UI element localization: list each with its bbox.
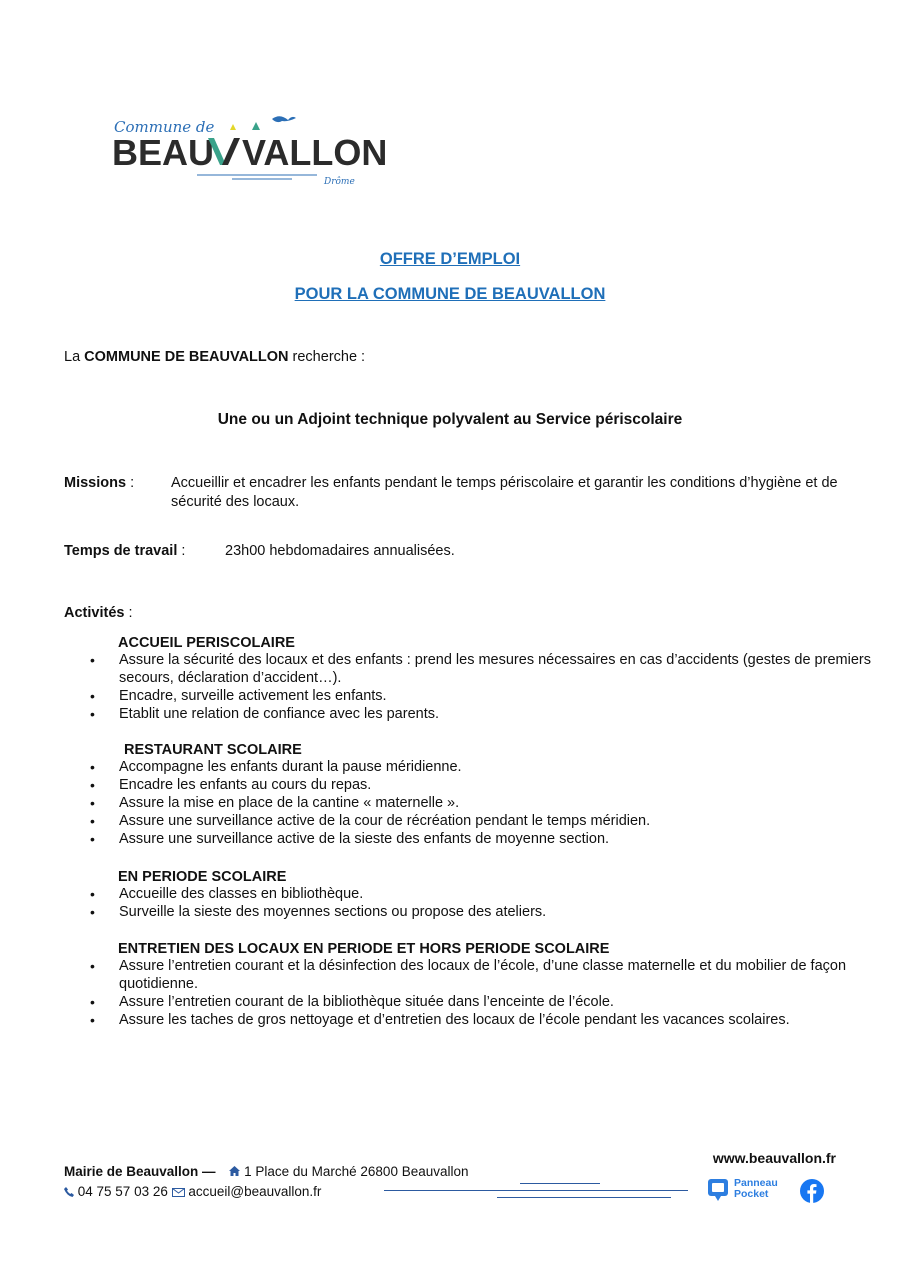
- temps-text: 23h00 hebdomadaires annualisées.: [225, 543, 455, 559]
- list-item: • Etablit une relation de confiance avec les parents.: [64, 706, 899, 724]
- section-title: EN PERIODE SCOLAIRE: [118, 869, 287, 885]
- logo-name-part2: VALLON: [242, 132, 388, 173]
- activity-list: [64, 759, 899, 849]
- list-item: • Assure la sécurité des locaux et des enfants : prend les mesures nécessaires en cas d’accidents (gestes de premiers secours, déclaration d’accident…).: [64, 652, 899, 687]
- logo-v-right: [222, 138, 240, 165]
- temps-colon: :: [177, 543, 186, 559]
- list-item: • Encadre, surveille activement les enfants.: [64, 688, 899, 706]
- section-title: ACCUEIL PERISCOLAIRE: [118, 635, 295, 651]
- panneau-pocket-logo[interactable]: [707, 1177, 797, 1205]
- footer-line-address: [64, 1162, 469, 1182]
- offer-subtitle: POUR LA COMMUNE DE BEAUVALLON: [294, 285, 606, 303]
- missions-label-text: Missions: [64, 475, 127, 491]
- bird-blue-icon: [272, 116, 296, 122]
- list-item: • Assure l’entretien courant de la bibliothèque située dans l’enceinte de l’école.: [64, 994, 899, 1012]
- panneau-pocket-line1: Panneau: [734, 1177, 778, 1189]
- activity-list: [64, 958, 899, 1029]
- logo-graphic: [112, 110, 388, 190]
- footer-email[interactable]: accueil@beauvallon.fr: [188, 1184, 322, 1200]
- panneau-pocket-line2: Pocket: [734, 1188, 769, 1200]
- bird-yellow-icon: [230, 124, 236, 130]
- commune-logo: [112, 110, 388, 190]
- footer-divider-2: [520, 1183, 600, 1184]
- activites-label-text: Activités: [64, 605, 125, 621]
- list-item: • Assure les taches de gros nettoyage et d’entretien des locaux de l’école pendant les vacances scolaires.: [64, 1012, 899, 1030]
- offer-title: OFFRE D’EMPLOI: [379, 250, 521, 268]
- section-entretien-locaux: [64, 941, 899, 1030]
- list-item: • Assure l’entretien courant et la désinfection des locaux de l’école, d’une classe maternelle et du mobilier de façon quotidienne.: [64, 958, 899, 993]
- missions-colon: :: [126, 475, 135, 491]
- panneau-pocket-text: [734, 1178, 778, 1200]
- section-restaurant-scolaire: [64, 742, 899, 849]
- panneau-pocket-icon: [707, 1177, 729, 1203]
- temps-label-text: Temps de travail: [64, 543, 178, 559]
- list-item: • Assure une surveillance active de la sieste des enfants de moyenne section.: [64, 831, 899, 849]
- footer-mairie: Mairie de Beauvallon: [64, 1164, 199, 1179]
- temps-label: [64, 542, 185, 561]
- footer-website[interactable]: www.beauvallon.fr: [712, 1150, 836, 1166]
- bird-teal-icon: [252, 122, 260, 130]
- section-title: ENTRETIEN DES LOCAUX EN PERIODE ET HORS PERIODE SCOLAIRE: [118, 941, 610, 957]
- logo-name-part1: BEAU: [112, 132, 215, 173]
- footer-divider-3: [497, 1197, 671, 1198]
- logo-sub-text: Drôme: [324, 177, 355, 187]
- activites-label: [64, 604, 133, 623]
- logo-top-text: Commune de: [114, 118, 215, 136]
- section-periode-scolaire: [64, 869, 899, 922]
- activity-list: [64, 652, 899, 723]
- list-item: • Accompagne les enfants durant la pause méridienne.: [64, 759, 899, 777]
- footer-address: 1 Place du Marché 26800 Beauvallon: [244, 1164, 469, 1179]
- footer-contact: [64, 1162, 469, 1203]
- intro-prefix: La: [64, 349, 85, 365]
- list-item: • Surveille la sieste des moyennes sections ou propose des ateliers.: [64, 904, 899, 922]
- footer-phone[interactable]: 04 75 57 03 26: [77, 1184, 168, 1200]
- activites-colon: :: [124, 605, 133, 621]
- missions-text: Accueillir et encadrer les enfants pendant le temps périscolaire et garantir les conditions d’hygiène et de sécurité des locaux.: [171, 475, 838, 510]
- section-accueil-periscolaire: [64, 635, 899, 724]
- section-title: RESTAURANT SCOLAIRE: [124, 742, 302, 758]
- facebook-icon[interactable]: [800, 1179, 824, 1203]
- list-item: • Assure une surveillance active de la cour de récréation pendant le temps méridien.: [64, 813, 899, 831]
- intro-suffix: recherche :: [288, 349, 366, 365]
- missions-label: [64, 474, 134, 493]
- footer-dash: —: [198, 1164, 216, 1179]
- home-icon: [229, 1162, 240, 1182]
- footer-divider-1: [384, 1190, 688, 1191]
- list-item: • Accueille des classes en bibliothèque.: [64, 886, 899, 904]
- post-title: Une ou un Adjoint technique polyvalent au Service périscolaire: [217, 411, 683, 428]
- list-item: • Assure la mise en place de la cantine « maternelle ».: [64, 795, 899, 813]
- intro-commune: COMMUNE DE BEAUVALLON: [84, 349, 289, 365]
- footer-line-contact: [64, 1182, 469, 1202]
- mail-icon: [172, 1183, 185, 1203]
- phone-icon: [64, 1183, 74, 1203]
- activity-list: [64, 886, 899, 922]
- list-item: • Encadre les enfants au cours du repas.: [64, 777, 899, 795]
- intro-line: [64, 348, 365, 367]
